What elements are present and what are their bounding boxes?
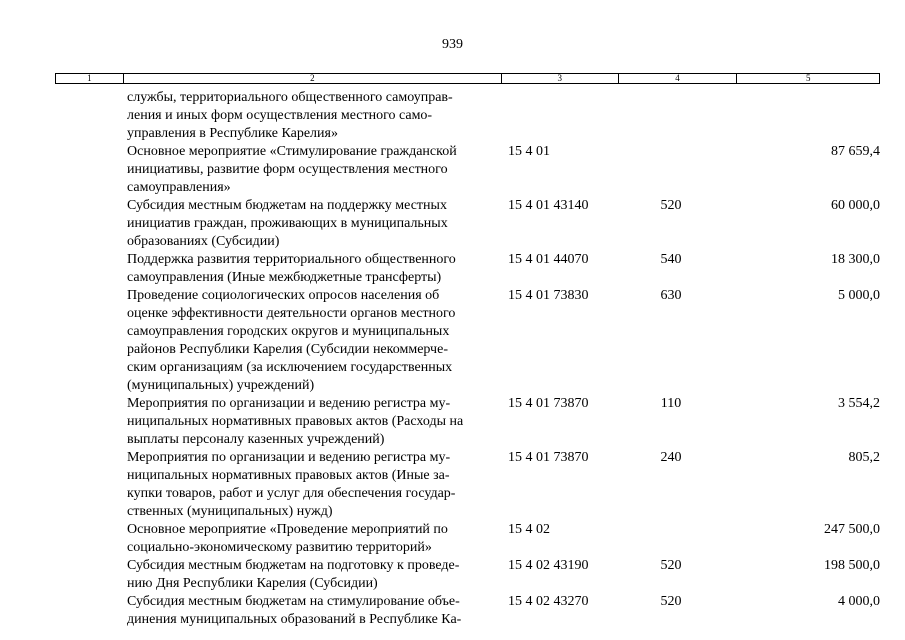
row-expense-type: 520 xyxy=(660,198,682,213)
table-row xyxy=(55,287,880,395)
table-row xyxy=(55,449,880,521)
row-name: Субсидия местным бюджетам на стимулирование объе- динения муниципальных образований в Республике Ка- xyxy=(127,594,462,627)
table-row xyxy=(55,395,880,449)
row-name: Субсидия местным бюджетам на поддержку местных инициатив граждан, проживающих в муниципальных образованиях (Субсидии) xyxy=(127,198,448,249)
row-name: Поддержка развития территориального общественного самоуправления (Иные межбюджетные трансферты) xyxy=(127,252,456,285)
row-code: 15 4 01 43140 xyxy=(508,198,589,213)
column-header-5: 5 xyxy=(805,73,811,83)
column-header-3: 3 xyxy=(502,74,619,83)
row-code: 15 4 01 73870 xyxy=(508,450,589,465)
page-number: 939 xyxy=(442,37,463,52)
row-name: Мероприятия по организации и ведению регистра му- ниципальных нормативных правовых актов (Расходы на выплаты персоналу казенных учреждений) xyxy=(127,396,464,447)
row-amount: 60 000,0 xyxy=(831,198,880,213)
row-expense-type: 630 xyxy=(660,288,682,303)
row-expense-type: 110 xyxy=(660,396,682,411)
row-amount: 87 659,4 xyxy=(831,144,880,159)
row-amount: 198 500,0 xyxy=(824,558,880,573)
row-amount: 18 300,0 xyxy=(831,252,880,267)
column-header-1: 1 xyxy=(56,74,124,83)
row-code: 15 4 02 xyxy=(508,522,550,537)
table-row xyxy=(55,593,880,629)
column-header-2: 2 xyxy=(124,74,502,83)
table-row xyxy=(55,251,880,287)
row-name: Основное мероприятие «Проведение мероприятий по социально-экономическому развитию территорий» xyxy=(127,522,448,555)
table-row xyxy=(55,557,880,593)
row-name: Субсидия местным бюджетам на подготовку к проведе- нию Дня Республики Карелия (Субсидии) xyxy=(127,558,460,591)
row-amount: 3 554,2 xyxy=(838,396,880,411)
budget-table-body xyxy=(55,89,880,629)
row-name: Проведение социологических опросов населения об оценке эффективности деятельности органов местного самоуправления городских округов и муниципальных районов Республики Карелия (Субсидии некоммерче- ским организациям (за исключением государственных (муниципальных) учреждений) xyxy=(127,288,456,393)
row-amount: 4 000,0 xyxy=(838,594,880,609)
row-code: 15 4 01 73830 xyxy=(508,288,589,303)
row-amount: 247 500,0 xyxy=(824,522,880,537)
table-row xyxy=(55,197,880,251)
row-expense-type: 520 xyxy=(660,558,682,573)
row-name: службы, территориального общественного самоуправ- ления и иных форм осуществления местного само- управления в Республике Карелия» xyxy=(127,90,453,141)
row-name: Основное мероприятие «Стимулирование гражданской инициативы, развитие форм осуществления местного самоуправления» xyxy=(127,144,457,195)
row-code: 15 4 02 43270 xyxy=(508,594,589,609)
row-code: 15 4 01 xyxy=(508,144,550,159)
row-amount: 805,2 xyxy=(848,450,880,465)
row-expense-type: 520 xyxy=(660,594,682,609)
row-code: 15 4 01 44070 xyxy=(508,252,589,267)
table-row xyxy=(55,89,880,143)
table-column-header xyxy=(55,73,880,84)
table-row xyxy=(55,143,880,197)
row-expense-type: 540 xyxy=(660,252,682,267)
column-header-4: 4 xyxy=(619,74,738,83)
row-code: 15 4 02 43190 xyxy=(508,558,589,573)
table-row xyxy=(55,521,880,557)
row-name: Мероприятия по организации и ведению регистра му- ниципальных нормативных правовых актов (Иные за- купки товаров, работ и услуг для обеспечения государ- ственных (муниципальных) нужд) xyxy=(127,450,456,519)
row-expense-type: 240 xyxy=(660,450,682,465)
row-amount: 5 000,0 xyxy=(838,288,880,303)
row-code: 15 4 01 73870 xyxy=(508,396,589,411)
